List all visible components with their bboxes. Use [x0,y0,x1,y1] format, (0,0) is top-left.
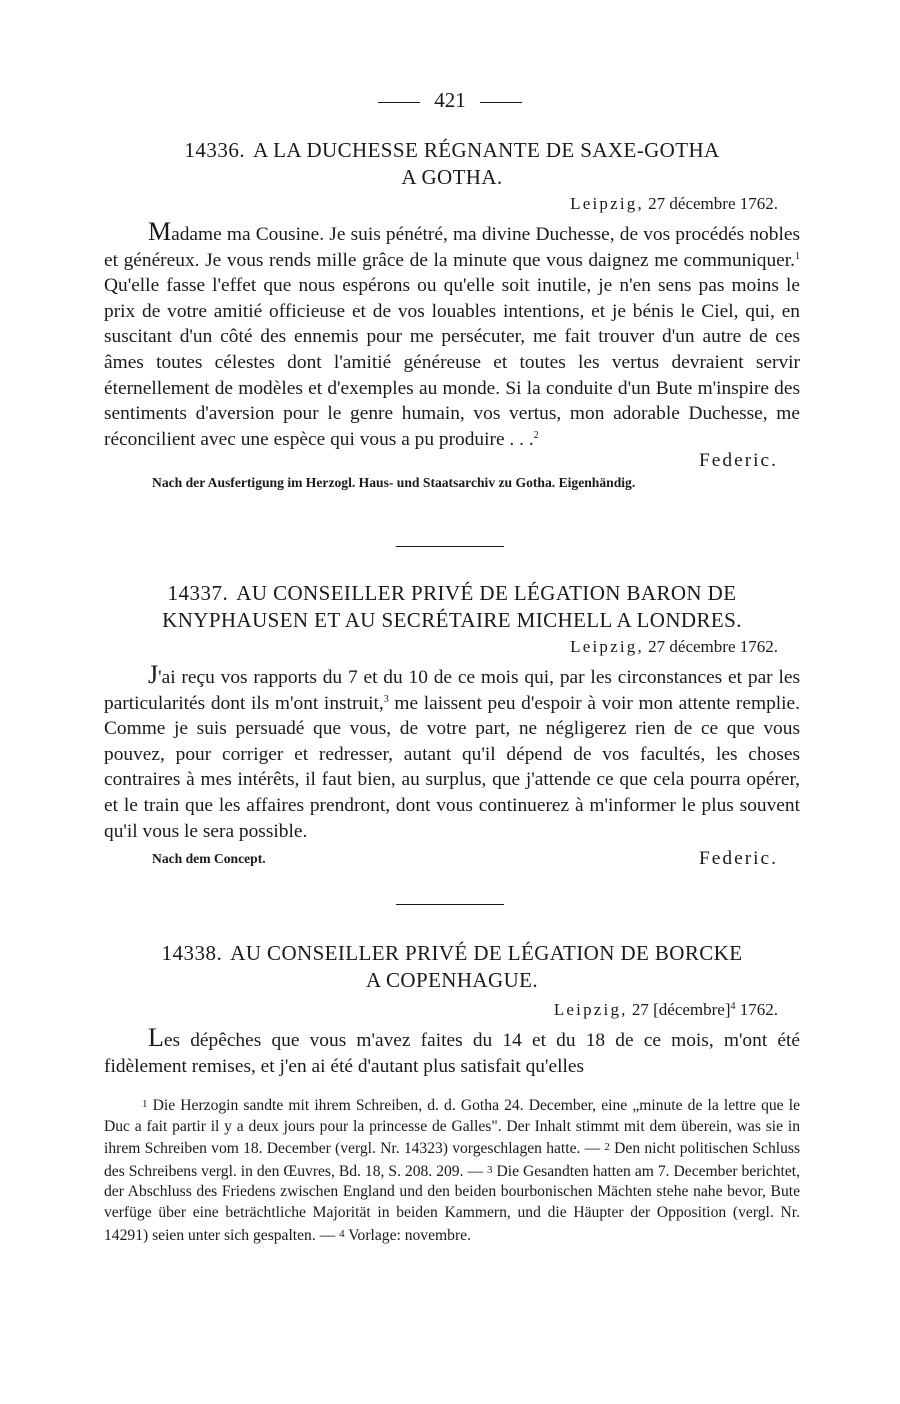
page-number-dash-left [378,102,420,103]
heading-line-2: KNYPHAUSEN ET AU SECRÉTAIRE MICHELL A LONDRES. [162,608,742,632]
section-divider [396,904,504,905]
section-divider [396,546,504,547]
body-text: adame ma Cousine. Je suis pénétré, ma divine Duchesse, de vos procédés nobles et généreux. Je vous rends mille grâce de la minute que vous daignez me communiquer. [104,224,800,271]
date-place: Leipzig, [570,637,644,656]
letter-body [104,219,800,452]
footnote-text: Vorlage: novembre. [344,1226,471,1244]
footnote-mark: 4 [339,1227,345,1240]
date-place: Leipzig, [570,194,644,213]
signature: Federic. [699,450,778,472]
body-text: Qu'elle fasse l'effet que nous espérons ou qu'elle soit inutile, je n'en sens pas moins le prix de votre amitié officieuse et de vos louables intentions, et je bénis le Ciel, qui, en suscitant d'un côté des ennemis pour me persécuter, me fait trouver d'un autre de ces âmes toutes célestes dont l'amitié généreuse et toutes les vertus devraient servir éternellement de modèles et d'exemples au monde. Si la conduite d'un Bute m'inspire des sentiments d'aversion pour le genre humain, vos vertus, mon adorable Duchesse, me réconcilient avec une espèce qui vous a pu produire . . . [104,275,800,450]
dateline [104,634,800,660]
letter-number: 14336. [184,138,246,162]
letter-14338 [104,940,800,1079]
body-text: es dépêches que vous m'avez faites du 14 et du 18 de ce mois, m'ont été fidèlement remises, et j'en ai été d'autant plus satisfait qu'elles [104,1030,800,1077]
page-number [0,86,900,114]
heading-line-1: AU CONSEILLER PRIVÉ DE LÉGATION DE BORCKE [230,941,743,965]
footnote-mark: 1 [142,1098,148,1110]
date-text: 27 décembre 1762. [648,637,778,656]
letter-heading [104,137,800,164]
footnote-ref: 1 [795,250,800,262]
letter-heading [104,940,800,967]
initial-letter: J [148,660,159,689]
footnote-mark: 3 [487,1163,493,1176]
body-text: me laissent peu d'espoir à voir mon attente remplie. Comme je suis persuadé que vous, de votre part, ne négligerez rien de ce que vous pouvez, pour corriger et redresser, autant qu'il dépend de vos facultés, les choses contraires à mes intérêts, il faut bien, au surplus, que j'attende ce que cela pourra opérer, et le train que les affaires prendront, dont vous continuerez à m'informer le plus souvent qu'il vous le sera possible. [104,692,801,842]
initial-letter: M [148,217,172,246]
source-row [104,450,800,491]
page-number-dash-right [480,102,522,103]
source-note: Nach dem Concept. [152,851,266,867]
footnote-ref: 4 [730,1001,736,1012]
letter-number: 14338. [161,941,223,965]
footnote-ref: 2 [533,429,539,441]
page-number-text: 421 [434,88,466,112]
heading-line-2: A GOTHA. [401,165,503,189]
source-note: Nach der Ausfertigung im Herzogl. Haus- und Staatsarchiv zu Gotha. Eigenhändig. [152,475,636,491]
body-text: 'ai reçu vos rapports du 7 et du 10 de ce mois qui, par les circonstances et par les particularités dont ils m'ont instruit, [104,667,800,714]
letter-heading [104,580,800,607]
footnote-mark: 2 [604,1141,610,1154]
date-place: Leipzig, [553,1000,628,1019]
footnote-ref: 3 [383,693,389,705]
heading-line-1: A LA DUCHESSE RÉGNANTE DE SAXE-GOTHA [253,138,720,162]
heading-line-2: A COPENHAGUE. [365,968,539,992]
letter-number: 14337. [167,581,229,605]
letter-14336 [104,137,800,491]
letter-body [104,1025,800,1079]
letter-14337 [104,580,800,870]
footnote-text: Die Herzogin sandte mit ihrem Schreiben, d. d. Gotha 24. December, eine „minute de la lettre que le Duc a fait partir il y a deux jours pour la princesse de Galles". Der Inhalt stimmt mit dem überein, was sie in ihrem Schreiben vom 18. December (vergl. Nr. 14323) vorgeschlagen hatte. — [104,1097,800,1158]
heading-line-1: AU CONSEILLER PRIVÉ DE LÉGATION BARON DE [236,581,737,605]
dateline [104,994,800,1023]
dateline [104,191,800,217]
source-row [104,844,800,870]
initial-letter: L [148,1023,164,1052]
footnote-text: Die Gesandten hatten am 7. December berichtet, der Abschluss des Friedens zwischen England und den beiden bourbonischen Mächten stehe nahe bevor, Bute verfüge über eine beträchtliche Majorität in beiden Kammern, und die Häupter der Opposition (vergl. Nr. 14291) seien unter sich gespalten. — [104,1162,800,1244]
signature: Federic. [699,848,778,870]
date-text: 1762. [735,1000,778,1019]
letter-body [104,662,800,844]
date-text: 27 décembre 1762. [648,194,778,213]
date-text: 27 [décembre] [631,1000,731,1019]
footnotes [104,1094,800,1246]
footnote-text: Den nicht politischen Schluss des Schreibens vergl. in den Œuvres, Bd. 18, S. 208. 209. — [104,1140,801,1180]
